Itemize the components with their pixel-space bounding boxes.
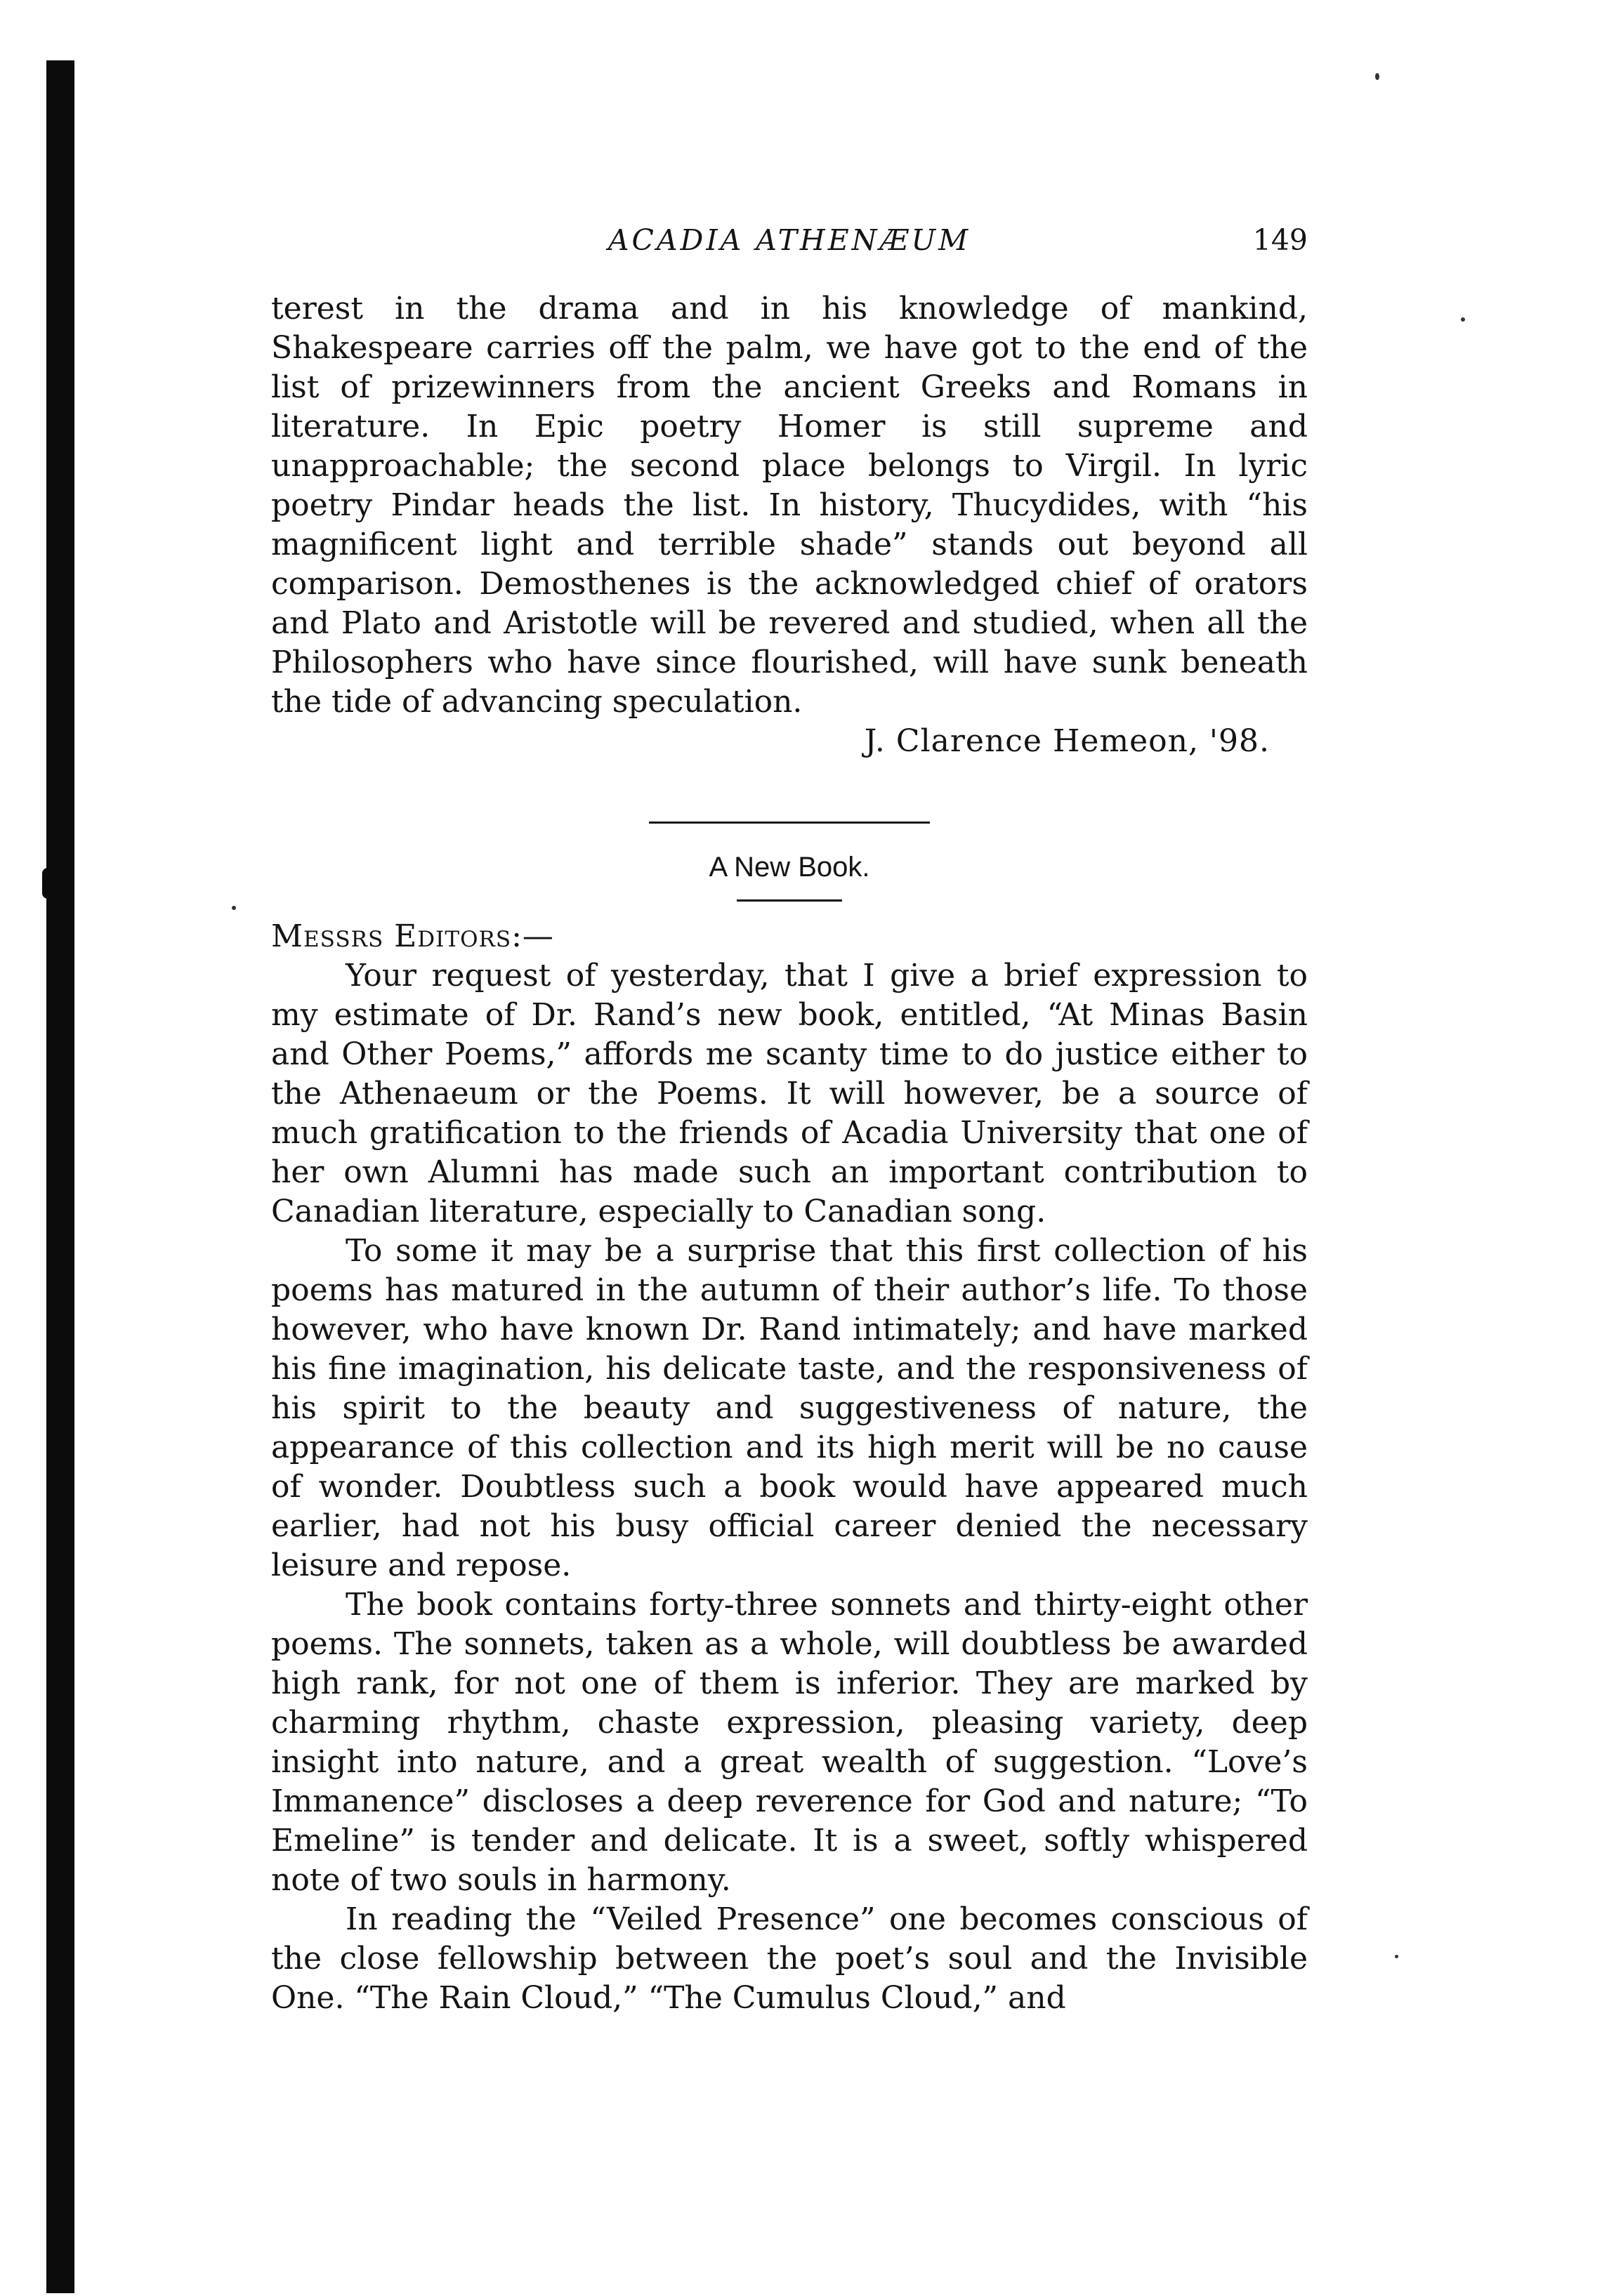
print-speck bbox=[1375, 73, 1379, 80]
section-divider bbox=[649, 822, 930, 824]
article-title: A New Book. bbox=[709, 852, 870, 883]
article-paragraph: Your request of yesterday, that I give a brief expression to my estimate of Dr. Rand’s new book, entitled, “At Minas Basin and Other Poems,” affords me scanty time to do justice either to the Athenaeum or the Poems. It will however, be a source of much gratification to the friends of Acadia University that one of her own Alumni has made such an important contribution to Canadian literature, especially to Canadian song. bbox=[271, 958, 1308, 1229]
page-body bbox=[271, 223, 1308, 2018]
article-paragraph: The book contains forty-three sonnets and thirty-eight other poems. The sonnets, taken as a whole, will doubtless be awarded high rank, for not one of them is inferior. They are marked by charming rhythm, chaste expression, pleasing variety, deep insight into nature, and a great wealth of suggestion. “Love’s Immanence” discloses a deep reverence for God and nature; “To Emeline” is tender and delicate. It is a sweet, softly whispered note of two souls in harmony. bbox=[271, 1587, 1308, 1898]
print-speck bbox=[232, 906, 236, 910]
page-number: 149 bbox=[1252, 223, 1308, 257]
binding-edge-shadow bbox=[46, 60, 74, 2293]
title-rule bbox=[737, 899, 842, 902]
print-speck bbox=[1461, 317, 1465, 322]
article-paragraph: In reading the “Veiled Presence” one becomes conscious of the close fellowship between the poet’s soul and the Invisible One. “The Rain Cloud,” “The Cumulus Cloud,” and bbox=[271, 1901, 1308, 2016]
running-title: ACADIA ATHENÆUM bbox=[608, 223, 971, 257]
article-paragraph: To some it may be a surprise that this first collection of his poems has matured in the autumn of their author’s life. To those however, who have known Dr. Rand intimately; and have marked his fine imagination, his delicate taste, and the responsiveness of his spirit to the beauty and suggestiveness of nature, the appearance of this collection and its high merit will be no cause of wonder. Doubtless such a book would have appeared much earlier, had not his busy official career denied the necessary leisure and repose. bbox=[271, 1233, 1308, 1583]
running-head bbox=[271, 223, 1308, 272]
author-signature: J. Clarence Hemeon, '98. bbox=[864, 723, 1270, 759]
essay-closing-paragraph: terest in the drama and in his knowledge of mankind, Shakespeare carries off the palm, we have got to the end of the list of prizewinners from the ancient Greeks and Romans in literature. In Epic poetry Homer is still supreme and unapproachable; the second place belongs to Virgil. In lyric poetry Pindar heads the list. In history, Thucydides, with “his magnificent light and terrible shade” stands out beyond all comparison. Demosthenes is the acknowledged chief of orators and Plato and Aristotle will be revered and studied, when all the Philosophers who have since flourished, will have sunk beneath the tide of advancing speculation. bbox=[271, 291, 1308, 720]
print-speck bbox=[1395, 1955, 1398, 1958]
letter-salutation: Messrs Editors:— bbox=[271, 918, 554, 954]
